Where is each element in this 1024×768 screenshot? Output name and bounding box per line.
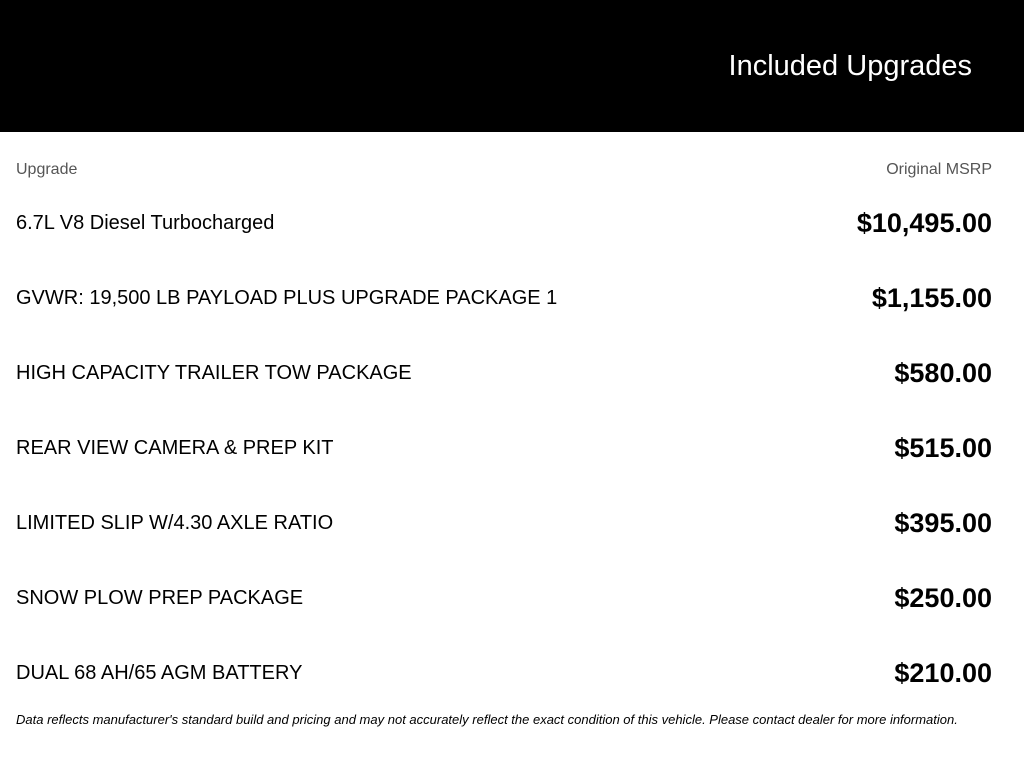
page-title: Included Upgrades — [728, 50, 972, 82]
upgrades-table — [16, 160, 992, 688]
table-row — [16, 653, 992, 693]
upgrade-price: $515.00 — [894, 432, 992, 463]
upgrade-name: 6.7L V8 Diesel Turbocharged — [16, 211, 275, 234]
upgrade-name: HIGH CAPACITY TRAILER TOW PACKAGE — [16, 361, 412, 384]
table-row — [16, 428, 992, 468]
table-row — [16, 203, 992, 243]
upgrade-name: DUAL 68 AH/65 AGM BATTERY — [16, 661, 303, 684]
upgrade-price: $580.00 — [894, 357, 992, 388]
table-row — [16, 353, 992, 393]
upgrade-name: SNOW PLOW PREP PACKAGE — [16, 586, 304, 609]
table-row — [16, 278, 992, 318]
table-row — [16, 578, 992, 618]
upgrade-price: $210.00 — [894, 657, 992, 688]
header-bar — [0, 0, 1024, 132]
table-row — [16, 503, 992, 543]
upgrade-price: $1,155.00 — [871, 282, 992, 313]
upgrade-price: $395.00 — [894, 507, 992, 538]
column-header-msrp: Original MSRP — [886, 161, 992, 178]
upgrade-name: REAR VIEW CAMERA & PREP KIT — [16, 436, 334, 459]
upgrade-price: $10,495.00 — [856, 207, 992, 238]
column-header-upgrade: Upgrade — [16, 161, 78, 178]
disclaimer-text: Data reflects manufacturer's standard build and pricing and may not accurately reflect the exact condition of this vehicle. Please contact dealer for more information. — [16, 712, 958, 727]
upgrade-name: LIMITED SLIP W/4.30 AXLE RATIO — [16, 511, 334, 534]
upgrade-price: $250.00 — [894, 582, 992, 613]
upgrade-name: GVWR: 19,500 LB PAYLOAD PLUS UPGRADE PACKAGE 1 — [16, 286, 558, 309]
table-header — [16, 160, 992, 180]
